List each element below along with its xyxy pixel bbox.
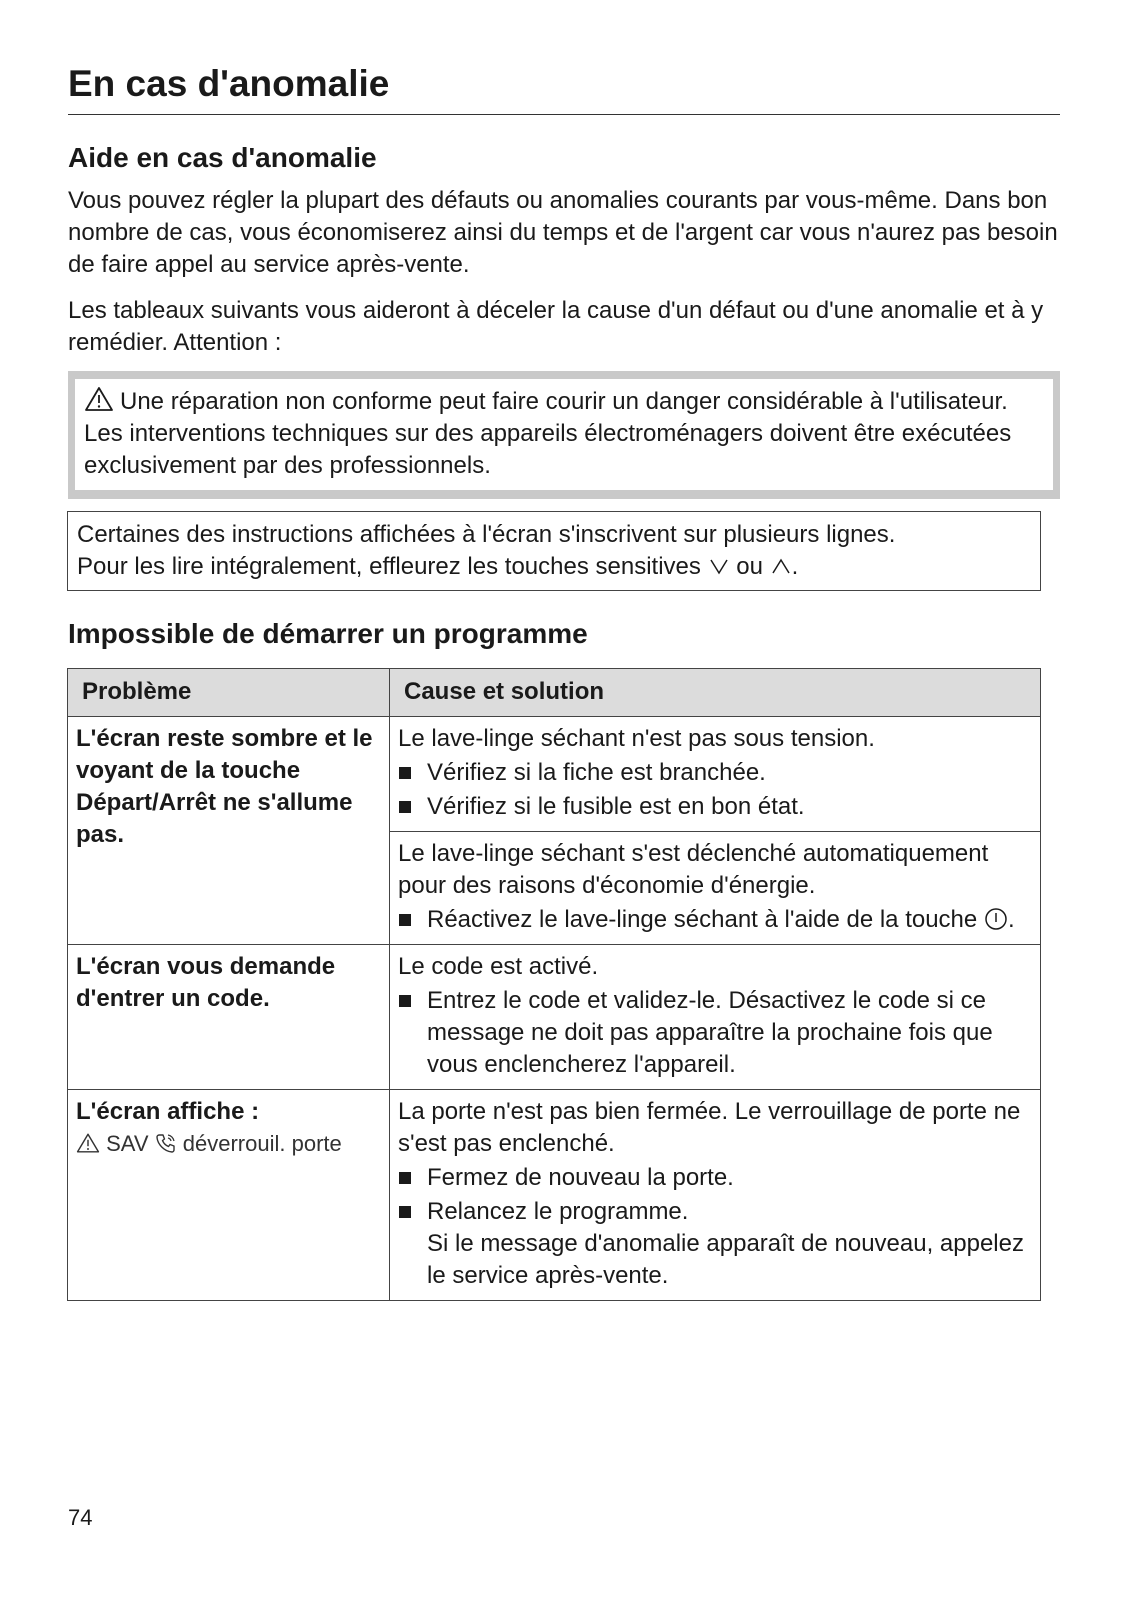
bullet-square-icon: [398, 791, 420, 823]
warning-triangle-icon: [76, 1132, 100, 1154]
intro-paragraph-1: Vous pouvez régler la plupart des défauts ou anomalies courants par vous-même. Dans bon nombre de cas, vous économiserez ainsi du temps et de l'argent car vous n'aurez pas besoin de faire appel au service après-vente.: [68, 187, 1058, 278]
note-line-1: Certaines des instructions affichées à l'écran s'inscrivent sur plusieurs lignes.: [77, 521, 896, 548]
bullet-text: Vérifiez si le fusible est en bon état.: [427, 793, 805, 820]
section-heading-aide: Aide en cas d'anomalie: [68, 142, 377, 173]
bullet-square-icon: [398, 1196, 420, 1292]
intro-paragraph-2: Les tableaux suivants vous aideront à déceler la cause d'un défaut ou d'une anomalie et à y remédier. Attention :: [68, 297, 1044, 356]
bullet-text-main: Relancez le programme.: [427, 1198, 689, 1225]
note-line-2-end: .: [791, 553, 799, 580]
list-item: [398, 1196, 1032, 1292]
column-header-solution: Cause et solution: [390, 669, 1041, 717]
note-line-2: [77, 551, 1031, 583]
warning-line-1: Une réparation non conforme peut faire courir un danger considérable à l'utilisateur.: [120, 388, 1008, 415]
bullet-text: Entrez le code et validez-le. Désactivez le code si ce message ne doit pas apparaître la prochaine fois que vous enclencherez l'appareil.: [427, 987, 993, 1078]
bullet-text: Vérifiez si la fiche est branchée.: [427, 759, 766, 786]
list-item: [398, 1162, 1032, 1194]
phone-icon: [155, 1132, 177, 1154]
table-row: [68, 717, 1041, 945]
solution-cell: [390, 1090, 1041, 1301]
note-box: [67, 511, 1041, 591]
bullet-text: [420, 904, 1032, 936]
note-line-2-text: Pour les lire intégralement, effleurez les touches sensitives: [77, 553, 701, 580]
warning-content: [75, 379, 1053, 490]
problem-text: L'écran affiche :: [76, 1098, 260, 1125]
list-item: [398, 757, 1032, 789]
warning-box: [68, 371, 1060, 499]
solution-block: [390, 717, 1040, 831]
bullet-square-icon: [398, 757, 420, 789]
cause-text: La porte n'est pas bien fermée. Le verrouillage de porte ne s'est pas enclenché.: [398, 1098, 1021, 1157]
solution-block: [390, 1090, 1040, 1300]
bullet-square-icon: [398, 904, 420, 936]
chevron-up-icon: [770, 557, 792, 575]
column-header-problem: Problème: [68, 669, 390, 717]
warning-triangle-icon: [84, 386, 114, 412]
problem-cell: L'écran reste sombre et le voyant de la touche Départ/Arrêt ne s'allume pas.: [68, 717, 390, 945]
table-row: [68, 1090, 1041, 1301]
bullet-square-icon: [398, 985, 420, 1081]
solution-block: [390, 945, 1040, 1089]
solution-block: [390, 831, 1040, 944]
display-message: [76, 1128, 381, 1160]
display-sav-text: SAV: [106, 1131, 149, 1156]
bullet-text-main: Réactivez le lave-linge séchant à l'aide de la touche: [427, 906, 978, 933]
list-item: [398, 985, 1032, 1081]
list-item: [398, 904, 1032, 936]
cause-text: Le code est activé.: [398, 953, 599, 980]
section-heading-impossible: Impossible de démarrer un programme: [68, 618, 588, 649]
solution-cell: [390, 717, 1041, 945]
cause-text: Le lave-linge séchant s'est déclenché automatiquement pour des raisons d'économie d'énergie.: [398, 840, 989, 899]
page-title: En cas d'anomalie: [68, 62, 1060, 115]
page-content: [68, 62, 1060, 1301]
problem-cell: L'écran vous demande d'entrer un code.: [68, 945, 390, 1090]
troubleshooting-table: [67, 668, 1041, 1301]
table-row: [68, 945, 1041, 1090]
bullet-text-extra: Si le message d'anomalie apparaît de nouveau, appelez le service après-vente.: [427, 1230, 1024, 1289]
cause-text: Le lave-linge séchant n'est pas sous tension.: [398, 725, 875, 752]
solution-cell: [390, 945, 1041, 1090]
list-item: [398, 791, 1032, 823]
chevron-down-icon: [708, 557, 730, 575]
warning-line-2: Les interventions techniques sur des appareils électroménagers doivent être exécutées exclusivement par des professionnels.: [84, 420, 1012, 479]
table-header-row: [68, 669, 1041, 717]
display-door-text: déverrouil. porte: [182, 1131, 342, 1156]
bullet-text: [420, 1196, 1032, 1292]
bullet-text-end: .: [1007, 906, 1015, 933]
problem-cell: [68, 1090, 390, 1301]
power-icon: [984, 907, 1008, 931]
bullet-square-icon: [398, 1162, 420, 1194]
note-line-2-or: ou: [736, 553, 763, 580]
bullet-text: Fermez de nouveau la porte.: [427, 1164, 734, 1191]
page-number: 74: [68, 1505, 93, 1530]
